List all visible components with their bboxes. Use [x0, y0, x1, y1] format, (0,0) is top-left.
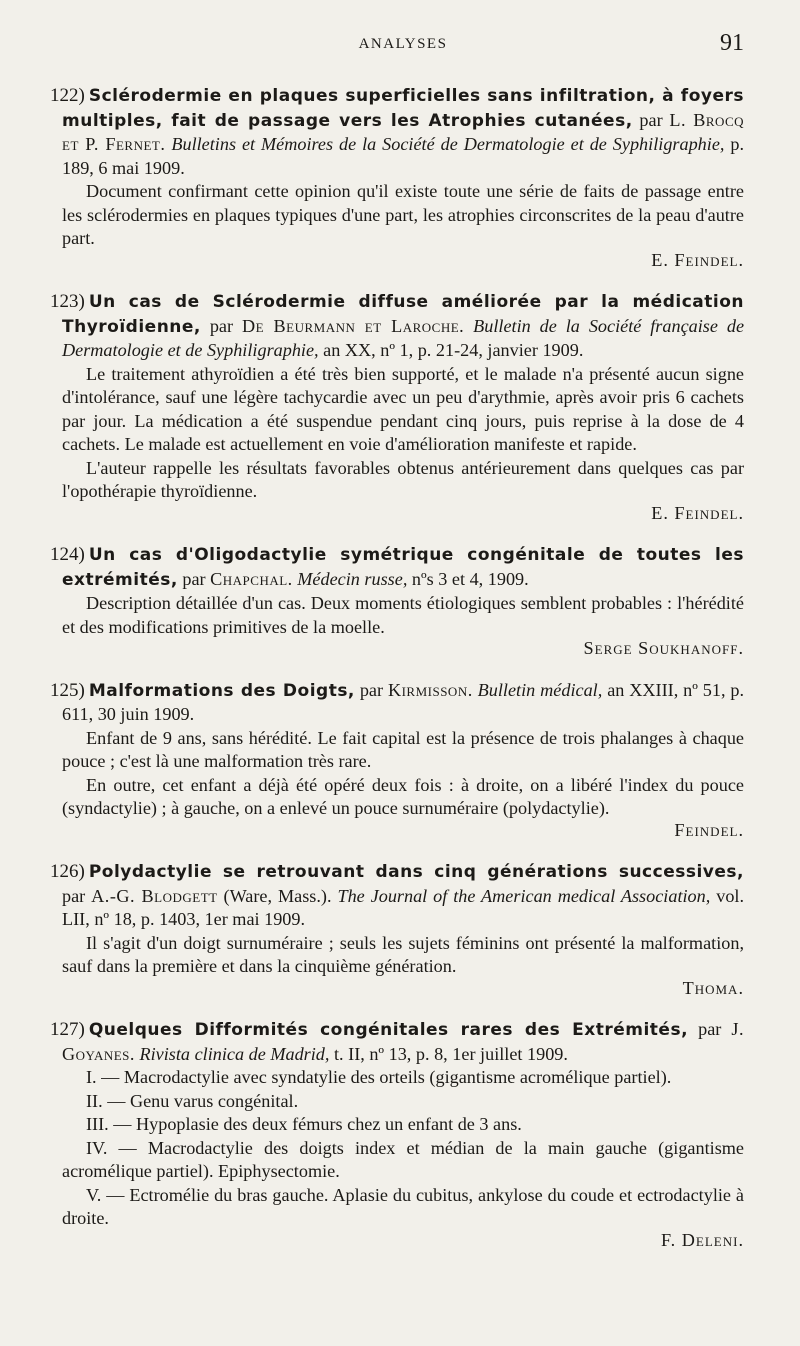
entry-heading	[50, 543, 744, 592]
entry-title: Malformations des Doigts,	[88, 680, 355, 701]
entry-source: Bulletins et Mémoires de la Société de Dermatologie et de Syphiligraphie,	[171, 134, 725, 154]
entry-title: Un cas de Sclérodermie diffuse améliorée par la médication Thyroïdienne,	[62, 292, 744, 337]
entry-authors-place: (Ware, Mass.).	[223, 885, 332, 906]
entry-title: Quelques Difformités congénitales rares des Extrémités,	[88, 1020, 689, 1040]
entry-signature: Serge Soukhanoff.	[583, 638, 744, 658]
entry-signature: F. Deleni.	[661, 1229, 744, 1250]
abstract-entry	[50, 860, 745, 1000]
case-item: IV. — Macrodactylie des doigts index et médian de la main gauche (gigantisme acromélique partiel). Epiphysectomie.	[62, 1137, 744, 1181]
entry-par: par	[209, 315, 234, 336]
entry-number: 125)	[50, 679, 85, 701]
entry-par: par	[639, 109, 663, 130]
entry-par: par	[359, 679, 384, 700]
entry-details: an XXIII, nº 51, p. 611, 30 juin 1909.	[62, 679, 745, 724]
entry-paragraph	[62, 457, 744, 504]
entry-details: vol. LII, nº 18, p. 1403, 1er mai 1909.	[62, 885, 745, 929]
entry-par: par	[62, 885, 86, 906]
entry-paragraph: Document confirmant cette opinion qu'il existe toute une série de faits de passage entre les sclérodermies en plaques typiques d'une part, les atrophies circonscrites de la peau d'autre part.	[62, 181, 744, 248]
running-head: ANALYSES	[358, 36, 448, 52]
entry-par: par	[182, 568, 206, 589]
case-list	[62, 1066, 744, 1231]
entry-paragraph: Le traitement athyroïdien a été très bien supporté, et le malade n'a présenté aucun signe d'intolérance, sauf une légère tachycardie avec un peu d'arythmie, après avoir pris 6 cachets par jour. La médication a été suspendue pendant cinq jours, puis reprise à la dose de 4 cachets. Le malade est actuellement en voie d'amélioration manifeste et rapide.	[62, 363, 744, 454]
entry-details: nºs 3 et 4, 1909.	[411, 568, 529, 589]
entry-heading	[50, 860, 745, 932]
entry-signature: E. Feindel.	[651, 249, 744, 270]
entry-paragraph: En outre, cet enfant a déjà été opéré deux fois : à droite, on a libéré l'index du pouce (syndactylie) ; à gauche, on a enlevé un pouce surnuméraire (polydactylie).	[62, 774, 744, 818]
entry-paragraph: Enfant de 9 ans, sans hérédité. Le fait capital est la présence de trois phalanges à chaque pouce ; c'est là une malformation très rare.	[62, 727, 744, 771]
entry-par: par	[698, 1019, 722, 1039]
entry-source: Médecin russe,	[297, 568, 408, 589]
entry-heading	[50, 84, 745, 180]
case-item: V. — Ectromélie du bras gauche. Aplasie du cubitus, ankylose du coude et ectrodactylie à droite.	[62, 1184, 744, 1228]
entry-number: 127)	[50, 1019, 85, 1040]
entry-details: t. II, nº 13, p. 8, 1er juillet 1909.	[333, 1043, 568, 1064]
entry-source: The Journal of the American medical Association,	[337, 885, 711, 906]
entry-authors: De Beurmann et Laroche.	[242, 315, 465, 336]
case-item: II. — Genu varus congénital.	[86, 1090, 299, 1111]
entry-signature: E. Feindel.	[651, 502, 744, 523]
entry-authors: Kirmisson.	[387, 679, 473, 700]
entry-source: Bulletin médical,	[477, 679, 603, 700]
entry-title: Un cas d'Oligodactylie symétrique congénitale de toutes les extrémités,	[62, 545, 744, 590]
abstract-entry	[50, 1018, 745, 1252]
entry-title: Polydactylie se retrouvant dans cinq générations successives,	[88, 862, 744, 882]
entry-paragraph: Il s'agit d'un doigt surnuméraire ; seuls les sujets féminins ont présenté la malformation, sauf dans la première et dans la cinquième génération.	[62, 932, 744, 976]
entry-authors: J. Goyanes.	[62, 1019, 745, 1064]
case-item: I. — Macrodactylie avec syndatylie des orteils (gigantisme acromélique partiel).	[86, 1067, 672, 1087]
entry-paragraph-text: L'auteur rappelle les résultats favorables obtenus antérieurement dans quelques cas par l'opothérapie thyroïdienne.	[62, 457, 744, 501]
entry-number: 123)	[50, 291, 85, 312]
page-header	[62, 30, 744, 66]
entry-authors: L. Brocq et P. Fernet.	[62, 109, 745, 154]
entry-source: Bulletin de la Société française de Dermatologie et de Syphiligraphie,	[62, 315, 745, 360]
entry-signature: Feindel.	[674, 819, 744, 840]
abstract-entry	[50, 543, 744, 661]
abstract-entry	[50, 679, 745, 843]
entry-title: Sclérodermie en plaques superficielles sans infiltration, à foyers multiples, fait de passage vers les Atrophies cutanées,	[62, 86, 744, 131]
entry-paragraph: Description détaillée d'un cas. Deux moments étiologiques semblent probables : l'hérédité et des modifications primitives de la moelle.	[62, 593, 744, 637]
abstract-entry	[50, 84, 745, 272]
entry-details: an XX, nº 1, p. 21-24, janvier 1909.	[323, 340, 584, 360]
entry-number: 124)	[50, 544, 85, 565]
page-number: 91	[720, 30, 744, 56]
entry-details: p. 189, 6 mai 1909.	[62, 134, 745, 178]
entry-number: 122)	[50, 85, 85, 106]
entry-heading	[50, 679, 745, 727]
entry-heading	[50, 290, 745, 363]
entry-authors: Chapchal.	[210, 568, 293, 589]
entry-number: 126)	[50, 861, 85, 882]
abstract-entry	[50, 290, 745, 525]
entry-authors: A.-G. Blodgett	[91, 885, 218, 906]
case-item: III. — Hypoplasie des deux fémurs chez un enfant de 3 ans.	[86, 1114, 522, 1134]
entry-signature: Thoma.	[682, 977, 744, 998]
entry-source: Rivista clinica de Madrid,	[139, 1043, 330, 1064]
entry-heading	[50, 1018, 745, 1066]
